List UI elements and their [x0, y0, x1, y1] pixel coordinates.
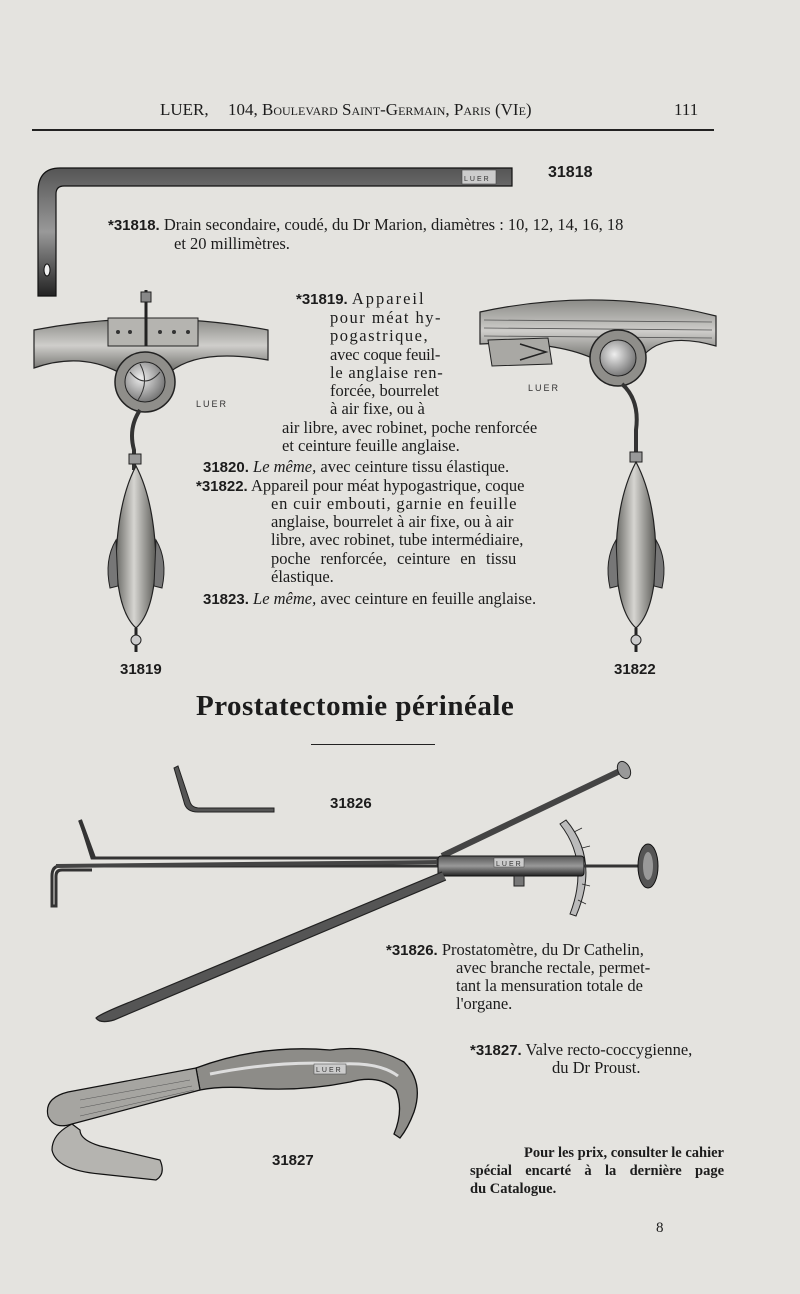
fig-label-31826: 31826: [330, 795, 372, 812]
desc-31826-line1: avec branche rectale, permet-: [456, 958, 651, 977]
desc-31822-line5: élastique.: [271, 566, 334, 586]
desc-31822-line0: Appareil pour méat hypogastrique, coque: [250, 476, 525, 495]
fig-label-31818: 31818: [548, 164, 593, 181]
desc-31826-line0: Prostatomètre, du Dr Cathelin,: [441, 940, 644, 959]
fig-label-31827: 31827: [272, 1152, 314, 1169]
ref-31819: *31819.: [296, 291, 348, 308]
header-address: 104, Boulevard Saint-Germain, Paris (VIe): [228, 100, 532, 119]
desc-31819-tail1: air libre, avec robinet, poche renforcée: [282, 418, 538, 437]
desc-31819-line4: le anglaise ren-: [330, 362, 444, 382]
desc-31819-line2: pogastrique,: [330, 326, 430, 346]
em-31823: Le même,: [253, 589, 317, 608]
desc-31826-line3: l'organe.: [456, 994, 513, 1014]
svg-text:LUER: LUER: [316, 1067, 343, 1074]
desc-31819-tail2: et ceinture feuille anglaise.: [282, 436, 460, 456]
desc-31823: avec ceinture en feuille anglaise.: [320, 589, 537, 608]
desc-31826-line2: tant la mensuration totale de: [456, 976, 643, 996]
em-31820: Le même,: [253, 457, 317, 476]
svg-text:LUER: LUER: [464, 176, 491, 183]
price-note-line2: spécial encarté à la dernière page: [470, 1163, 724, 1179]
ref-31818: *31818.: [108, 217, 160, 234]
desc-31819-line3: avec coque feuil-: [330, 344, 441, 364]
desc-31822-line1: en cuir embouti, garnie en feuille: [271, 494, 518, 513]
desc-31822-line3: libre, avec robinet, tube intermédiaire,: [271, 530, 524, 550]
page-number: 111: [674, 100, 699, 119]
ref-31823: 31823.: [203, 591, 249, 608]
desc-31818-line1: Drain secondaire, coudé, du Dr Marion, diamètres : 10, 12, 14, 16, 18: [163, 215, 624, 234]
signature-mark: 8: [656, 1220, 664, 1236]
desc-31819-line0: Appareil: [351, 289, 426, 308]
desc-31822-line2: anglaise, bourrelet à air fixe, ou à air: [271, 512, 514, 532]
header-maker: LUER,: [160, 100, 209, 119]
price-note: [470, 1144, 724, 1198]
desc-31819-line5: forcée, bourrelet: [330, 381, 440, 401]
desc-31819-line1: pour méat hy-: [330, 308, 443, 328]
ref-31826: *31826.: [386, 942, 438, 959]
desc-31820: avec ceinture tissu élastique.: [320, 457, 510, 476]
desc-31818-line2: et 20 millimètres.: [174, 234, 290, 254]
desc-31827-line2: du Dr Proust.: [552, 1058, 641, 1077]
ref-31820: 31820.: [203, 459, 249, 476]
ref-31822: *31822.: [196, 478, 248, 495]
section-title: Prostatectomie périnéale: [196, 690, 515, 722]
desc-31819-line6: à air fixe, ou à: [330, 399, 425, 419]
desc-31822-line4: poche renforcée, ceinture en tissu: [271, 548, 517, 568]
price-note-line3: du Catalogue.: [470, 1181, 557, 1197]
fig-label-31819: 31819: [120, 661, 162, 678]
ref-31827: *31827.: [470, 1042, 522, 1059]
svg-text:LUER: LUER: [528, 383, 561, 393]
price-note-line1: Pour les prix, consulter le cahier: [523, 1145, 724, 1161]
desc-31827-line1: Valve recto-coccygienne,: [525, 1040, 693, 1059]
svg-text:LUER: LUER: [196, 399, 229, 409]
fig-label-31822: 31822: [614, 661, 656, 678]
svg-text:LUER: LUER: [496, 861, 523, 868]
